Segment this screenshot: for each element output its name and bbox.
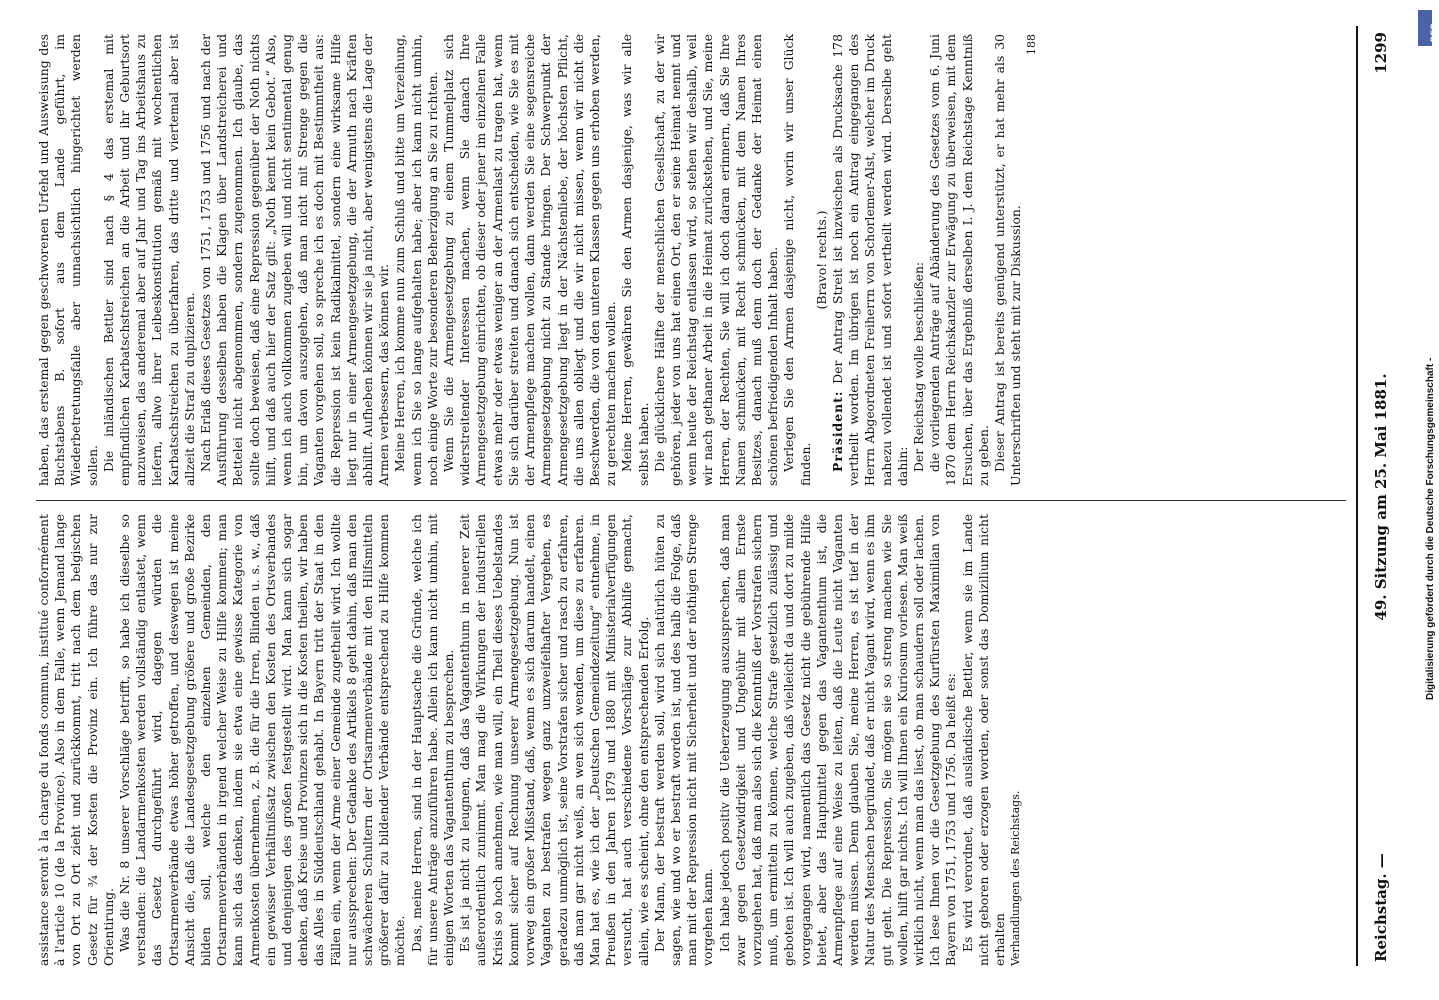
paragraph: Es ist ja nicht zu leugnen, daß das Vagantenthum in neuerer Zeit außerordentlich zunimmt. Man mag die Wirkungen der industriellen Krisis so hoch annehmen, wie man will, ein Theil dieses Uebelstandes kommt sicher auf Rechnung unserer Armengesetzgebung. Nun ist vorweg ein großer Mißstand, daß, wenn es sich darum handelt, einen Vaganten zu bestrafen wegen ganz unzweifelhafter Vergehen, es geradezu unmöglich ist, seine Vorstrafen sicher und rasch zu erfahren, daß man gar nicht weiß, an wen sich wenden, um diese zu erfahren. Man hat es, wie ich der „Deutschen Gemeindezeitung“ entnehme, in Preußen in den Jahren 1879 und 1880 mit Ministerialverfügungen versucht, hat auch verschiedene Vorschläge zur Abhilfe gemacht, allein, wie es scheint, ohne den entsprechenden Erfolg.	[457, 514, 651, 966]
paragraph: Meine Herren, gewähren Sie den Armen dasjenige, was wir alle selbst haben.	[619, 34, 651, 486]
column-divider	[36, 500, 1346, 501]
paragraph: Verhandlungen des Reichstags.	[1009, 790, 1023, 966]
dfg-logo	[1418, 10, 1439, 46]
paragraph: (Bravo! rechts.)	[813, 210, 829, 310]
page-number: 1299	[1372, 32, 1390, 74]
header-rule	[1356, 26, 1358, 966]
paragraph: Es wird verordnet, daß ausländische Bettler, wenn sie im Lande nicht geboren oder erzogen worden, oder sonst das Domizilium nicht erhalten	[959, 514, 1007, 966]
paragraph: die vorliegenden Anträge auf Abänderung des Gesetzes vom 6. Juni 1870 dem Herrn Reichskanzler zur Erwägung zu überweisen, mit dem Ersuchen, über das Ergebniß derselben I. J. dem Reichstage Kenntniß zu geben.	[927, 34, 991, 486]
paragraph: Die inländischen Bettler sind nach § 4 das erstemal mit empfindlichen Karbatschstreichen an die Arbeit und ihr Geburtsort anzuweisen, das anderemal aber auf Jahr und Tag ins Arbeitshaus zu liefern, allwo ihrer Leibeskonstitution gemäß mit wochentlichen Karbatschstreichen zu überfahren, das dritte und viertemal aber ist allzeit die Straf zu duplizieren.	[100, 34, 197, 486]
speaker-name: Präsident:	[829, 390, 845, 472]
speech-text: Der Antrag Streit ist inzwischen als Drucksache 178 vertheilt worden. Im übrigen ist noch ein Antrag eingegangen des Herrn Abgeordneten Freiherrn von Schorlemer-Alst, welcher im Druck nahezu vollendet ist und sofort vertheilt werden wird. Derselbe geht dahin:	[829, 34, 910, 486]
paragraph: Was die Nr. 8 unserer Vorschläge betrifft, so habe ich dieselbe so verstanden: die Landarmenkosten werden vollständig entlastet, wenn das Gesetz durchgeführt wird, dagegen würden die Ortsarmenverbände etwas höher getroffen, und deswegen ist meine Ansicht die, daß die Landesgesetzgebung größere und große Bezirke bilden soll, welche den einzelnen Gemeinden, den Ortsarmenverbänden in irgend welcher Weise zu Hilfe kommen; man kann sich das denken, indem sie etwa eine gewisse Kategorie von Armenkosten übernehmen, z. B. die für die Irren, Blinden u. s. w., daß ein gewisser Verhältnißsatz zwischen den Kosten des Ortsverbandes und denjenigen des großen festgestellt wird. Man kann sich sogar denken, daß Kreise und Provinzen sich in die Kosten theilen, wir haben das Alles in Süddeutschland gehabt. In Bayern tritt der Staat in den Fällen ein, wenn der Arme einer Gemeinde zugetheilt wird. Ich wollte nur aussprechen: Der Gedanke des Artikels 8 geht dahin, daß man den schwächeren Schultern der Ortsarmenverbände mit den Hilfsmitteln größerer dafür zu bildender Verbände entsprechend zu Hilfe kommen möchte.	[117, 514, 408, 966]
paragraph: Der Mann, der bestraft werden soll, wird sich natürlich hüten zu sagen, wie und wo er bestraft worden ist, und des halb die Folge, daß man mit der Repression nicht mit Sicherheit und der nöthigen Strenge vorgehen kann.	[651, 514, 716, 966]
paragraph	[830, 34, 911, 486]
digitization-credit	[1410, 50, 1436, 700]
paragraph: haben, das erstemal gegen geschworenen Urfehd und Ausweisung des Buchstabens B. sofort aus dem Lande geführt, im Wiederbetretungsfalle aber unnachsichtlich hingerichtet werden sollen.	[36, 34, 100, 486]
paragraph: Verlegen Sie den Armen dasjenige nicht, worin wir unser Glück finden.	[781, 34, 813, 486]
running-header	[1372, 32, 1398, 962]
paragraph: Die glücklichere Hälfte der menschlichen Gesellschaft, zu der wir gehören, jeder von uns hat einen Ort, den er seine Heimat nennt und wenn heute der Reichstag entlassen wird, so stehen wir deshalb, weil wir nach gethaner Arbeit in die Heimat zurückstehen, und Sie, meine Herren, der Rechten, Sie will ich doch daran erinnern, daß Sie Ihre Namen schmücken, mit Recht schmücken, mit dem Namen Ihres Besitzes, danach muß denn doch der Gedanke der Heimat einen schönen befriedigenden Inhalt haben.	[651, 34, 781, 486]
dfg-logo-text: DFG	[1429, 23, 1439, 42]
header-session-date: 49. Sitzung am 25. Mai 1881.	[1372, 373, 1390, 621]
paragraph: 188	[1025, 34, 1039, 55]
paragraph: Meine Herren, ich komme nun zum Schluß und bitte um Verzeihung, wenn ich Sie so lange aufgehalten habe; aber ich kann nicht umhin, noch einige Worte zur besonderen Beherzigung an Sie zu richten.	[392, 34, 440, 486]
paragraph: Der Reichstag wolle beschließen:	[910, 261, 926, 472]
paragraph: Ich habe jedoch positiv die Ueberzeugung auszusprechen, daß man zwar gegen Gesetzwidrigkeit und Ungebühr mit allem Ernste vorzugehen hat, daß man also sich die Kenntniß der Vorstrafen sichern muß, um ermitteln zu können, welche Strafe gesetzlich zulässig und geboten ist. Ich will auch zugeben, daß vielleicht da und dort zu milde vorgegangen wird, namentlich das Gesetz nicht die gebührende Hilfe bietet, aber das Hauptmittel gegen das Vagantenthum ist, die Armenpflege auf eine Weise zu leiten, daß die Leute nicht Vaganten werden müssen. Denn glauben Sie, meine Herren, es ist tief in der Natur des Menschen begründet, daß er nicht Vagant wird, wenn es ihm gut geht. Die Repression, Sie mögen sie so streng machen wie Sie wollen, hilft gar nichts. Ich will Ihnen ein Kuriosum vorlesen. Man weiß wirklich nicht, wenn man das liest, ob man schaudern soll oder lachen. Ich lese Ihnen vor die Gesetzgebung des Kurfürsten Maximilian von Bayern von 1751, 1753 und 1756. Da heißt es:	[716, 514, 959, 966]
digitization-credit-text: Digitalisierung gefördert durch die Deutsche Forschungsgemeinschaft -	[1425, 357, 1436, 700]
paragraph: assistance seront à la charge du fonds commun, institué conformément à l'article 10 (de la Province). Also in dem Falle, wenn Jemand lange von Ort zu Ort zieht und zurückkommt, tritt nach dem belgischen Gesetz für ¾ der Kosten die Provinz ein. Ich führe das nur zur Orientirung.	[36, 514, 116, 966]
header-left: Reichstag. —	[1372, 853, 1390, 962]
left-text-column	[36, 514, 1346, 966]
paragraph: Wenn Sie die Armengesetzgebung zu einem Tummelplatz sich widerstreitender Interessen machen, wenn Sie danach Ihre Armengesetzgebung einrichten, ob dieser oder jener im einzelnen Falle etwas mehr oder etwas weniger an der Armenlast zu tragen hat, wenn Sie sich darüber streiten und danach sich entscheiden, wie Sie es mit der Armenpflege machen wollen, dann werden Sie eine segensreiche Armengesetzgebung nicht zu Stande bringen. Der Schwerpunkt der Armengesetzgebung liegt in der Nächstenliebe, der höchsten Pflicht, die uns allen obliegt und die wir nicht missen, wenn wir nicht die Beschwerden, die von den unteren Klassen gegen uns erhoben werden, zu gerechten machen wollen.	[441, 34, 619, 486]
paragraph: Nach Erlaß dieses Gesetzes von 1751, 1753 und 1756 und nach der Ausführung desselben haben die Klagen über Landstreicherei und Bettelei nicht abgenommen, sondern zugenommen. Ich glaube, das sollte doch beweisen, daß eine Repression gegenüber der Noth nichts hilft, und daß auch hier der Satz gilt: „Noth kennt kein Gebot.“ Also, wenn ich auch vollkommen zugeben will und nicht sentimental genug bin, um davon auszugehen, daß man nicht mit Strenge gegen die Vaganten vorgehen soll, so spreche ich es doch mit Bestimmtheit aus: die Repression ist kein Radikalmittel, sondern eine wirksame Hilfe liegt nur in einer Armengesetzgebung, die der Armuth nach Kräften abhilft. Aufheben können wir sie ja nicht, aber wenigstens die Lage der Armen verbessern, das können wir.	[198, 34, 392, 486]
paragraph: Dieser Antrag ist bereits genügend unterstützt, er hat mehr als 30 Unterschriften und steht mit zur Diskussion.	[991, 34, 1024, 486]
paragraph: Das, meine Herren, sind in der Hauptsache die Gründe, welche ich für unsere Anträge anzuführen habe. Allein ich kann nicht umhin, mit einigen Worten das Vagantenthum zu besprechen.	[408, 514, 457, 966]
right-text-column	[36, 34, 1346, 486]
